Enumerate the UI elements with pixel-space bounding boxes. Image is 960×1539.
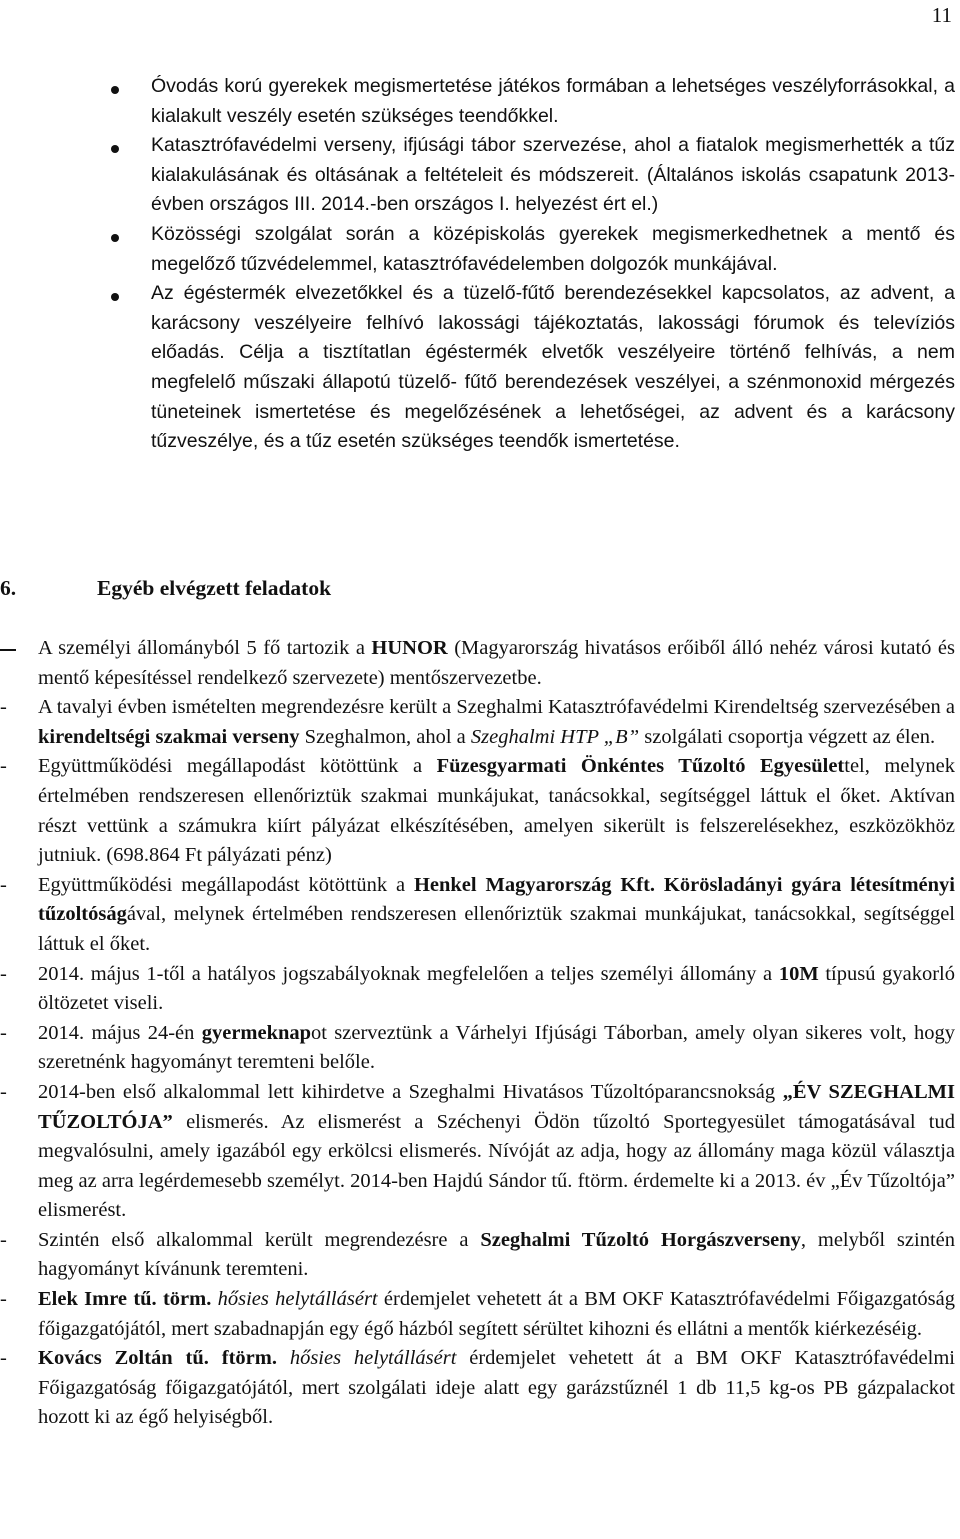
list-item-text: 2014. május 24-én gyermeknapot szerveztünk a Várhelyi Ifjúsági Táborban, amely olyan sikeres volt, hogy szeretnénk hagyományt teremteni belőle. (38, 1021, 955, 1074)
task-list (0, 634, 960, 1433)
dash-marker: - (0, 696, 7, 719)
list-item-text: Együttműködési megállapodást kötöttünk a Henkel Magyarország Kft. Körösladányi gyára létesítményi tűzoltóságával, melynek értelmében rendszeresen ellenőriztük szakmai munkájukat, tanácsokkal, segítséggel láttuk el őket. (38, 873, 955, 955)
list-item (0, 752, 960, 870)
dash-marker: - (0, 1347, 7, 1370)
bullet-icon (111, 86, 119, 94)
section-title: Egyéb elvégzett feladatok (97, 576, 332, 600)
bullet-item (0, 72, 960, 131)
dash-marker-icon (0, 649, 16, 651)
list-item-text: Kovács Zoltán tű. ftörm. hősies helytállásért érdemjelet vehetett át a BM OKF Katasztrófavédelmi Főigazgatóság főigazgatójától, mert szolgálati ideje alatt egy garázstűznél 1 db 11,5 kg-os PB gázpalackot hozott ki az égő helyiségből. (38, 1347, 955, 1429)
bullet-text: Közösségi szolgálat során a középiskolás gyerekek megismerkedhetnek a mentő és megelőző tűzvédelemmel, katasztrófavédelemben dolgozók munkájával. (151, 222, 955, 275)
section-number: 6. (0, 576, 17, 600)
list-item (0, 960, 960, 1019)
list-item (0, 1226, 960, 1285)
bullet-item (0, 131, 960, 220)
bullet-list (0, 72, 960, 457)
list-item-text: A személyi állományból 5 fő tartozik a HUNOR (Magyarország hivatásos erőiből álló nehéz városi kutató és mentő képesítéssel rendelkező szervezete) mentőszervezetbe. (38, 637, 955, 689)
list-item (0, 1019, 960, 1078)
list-item (0, 1285, 960, 1344)
list-item-text: Elek Imre tű. törm. hősies helytállásért érdemjelet vehetett át a BM OKF Katasztrófavédelmi Főigazgatóság főigazgatójától, mert szabadnapján egy égő házból segített sérültet kihozni és ellátni a mentők kiérkezéséig. (38, 1288, 955, 1340)
bullet-item (0, 220, 960, 279)
dash-marker: - (0, 873, 7, 896)
list-item (0, 1344, 960, 1433)
dash-marker: - (0, 1080, 7, 1103)
list-item-text: Együttműködési megállapodást kötöttünk a Füzesgyarmati Önkéntes Tűzoltó Egyesülettel, melynek értelmében rendszeresen ellenőriztük szakmai munkájukat, tanácsokkal, segítséggel láttuk el őket. Aktívan részt vettünk a számukra kiírt pályázat elkészítésében, amelyen sikerült is felszerelésekhez, eszközökhöz jutniuk. (698.864 Ft pályázati pénz) (38, 755, 955, 867)
dash-marker: - (0, 1288, 7, 1311)
dash-marker: - (0, 1021, 7, 1044)
list-item-text: Szintén első alkalommal került megrendezésre a Szeghalmi Tűzoltó Horgászverseny, melyből szintén hagyományt kívánunk teremteni. (38, 1228, 955, 1281)
list-item (0, 871, 960, 960)
page-number: 11 (931, 3, 952, 27)
list-item (0, 1078, 960, 1226)
list-item-text: 2014. május 1-től a hatályos jogszabályoknak megfelelően a teljes személyi állomány a 10M típusú gyakorló öltözetet viseli. (38, 962, 955, 1015)
bullet-text: Az égéstermék elvezetőkkel és a tüzelő-fűtő berendezésekkel kapcsolatos, az advent, a karácsony veszélyeire felhívó lakossági tájékoztatás, lakossági fórumok és televíziós előadás. Célja a tisztítatlan égéstermék elvetők veszélyeire történő felhívás, a nem megfelelő műszaki állapotú tüzelő- fűtő berendezések veszélyei, a szénmonoxid mérgezés tüneteinek ismertetése és megelőzésének a lehetőségei, az advent és a karácsony tűzveszélye, és a tűz esetén szükséges teendők ismertetése. (151, 282, 955, 453)
list-item (0, 693, 960, 752)
list-item-text: A tavalyi évben ismételten megrendezésre került a Szeghalmi Katasztrófavédelmi Kirendeltség szervezésében a kirendeltségi szakmai verseny Szeghalmon, ahol a Szeghalmi HTP „B” szolgálati csoportja végzett az élen. (38, 696, 955, 748)
bullet-icon (111, 293, 119, 301)
bullet-text: Óvodás korú gyerekek megismertetése játékos formában a lehetséges veszélyforrásokkal, a kialakult veszély esetén szükséges teendőkkel. (151, 75, 955, 127)
bullet-icon (111, 145, 119, 153)
dash-marker: - (0, 1228, 7, 1251)
list-item-text: 2014-ben első alkalommal lett kihirdetve a Szeghalmi Hivatásos Tűzoltóparancsnokság „ÉV SZEGHALMI TŰZOLTÓJA” elismerés. Az elismerést a Széchenyi Ödön tűzoltó Sportegyesület támogatásával tud megvalósulni, amely igazából egy erkölcsi elismerés. Nívóját az adja, hogy az állomány maga közül választja meg az arra legérdemesebb személyt. 2014-ben Hajdú Sándor tű. ftörm. érdemelte ki a 2013. év „Év Tűzoltója” elismerést. (38, 1080, 955, 1222)
bullet-item (0, 279, 960, 457)
dash-marker: - (0, 755, 7, 778)
bullet-icon (111, 234, 119, 242)
list-item (0, 634, 960, 693)
bullet-text: Katasztrófavédelmi verseny, ifjúsági tábor szervezése, ahol a fiatalok megismerhették a tűz kialakulásának és oltásának a feltételeit és módszereit. (Általános iskolás csapatunk 2013-évben országos III. 2014.-ben országos I. helyezést ért el.) (151, 134, 955, 216)
dash-marker: - (0, 962, 7, 985)
